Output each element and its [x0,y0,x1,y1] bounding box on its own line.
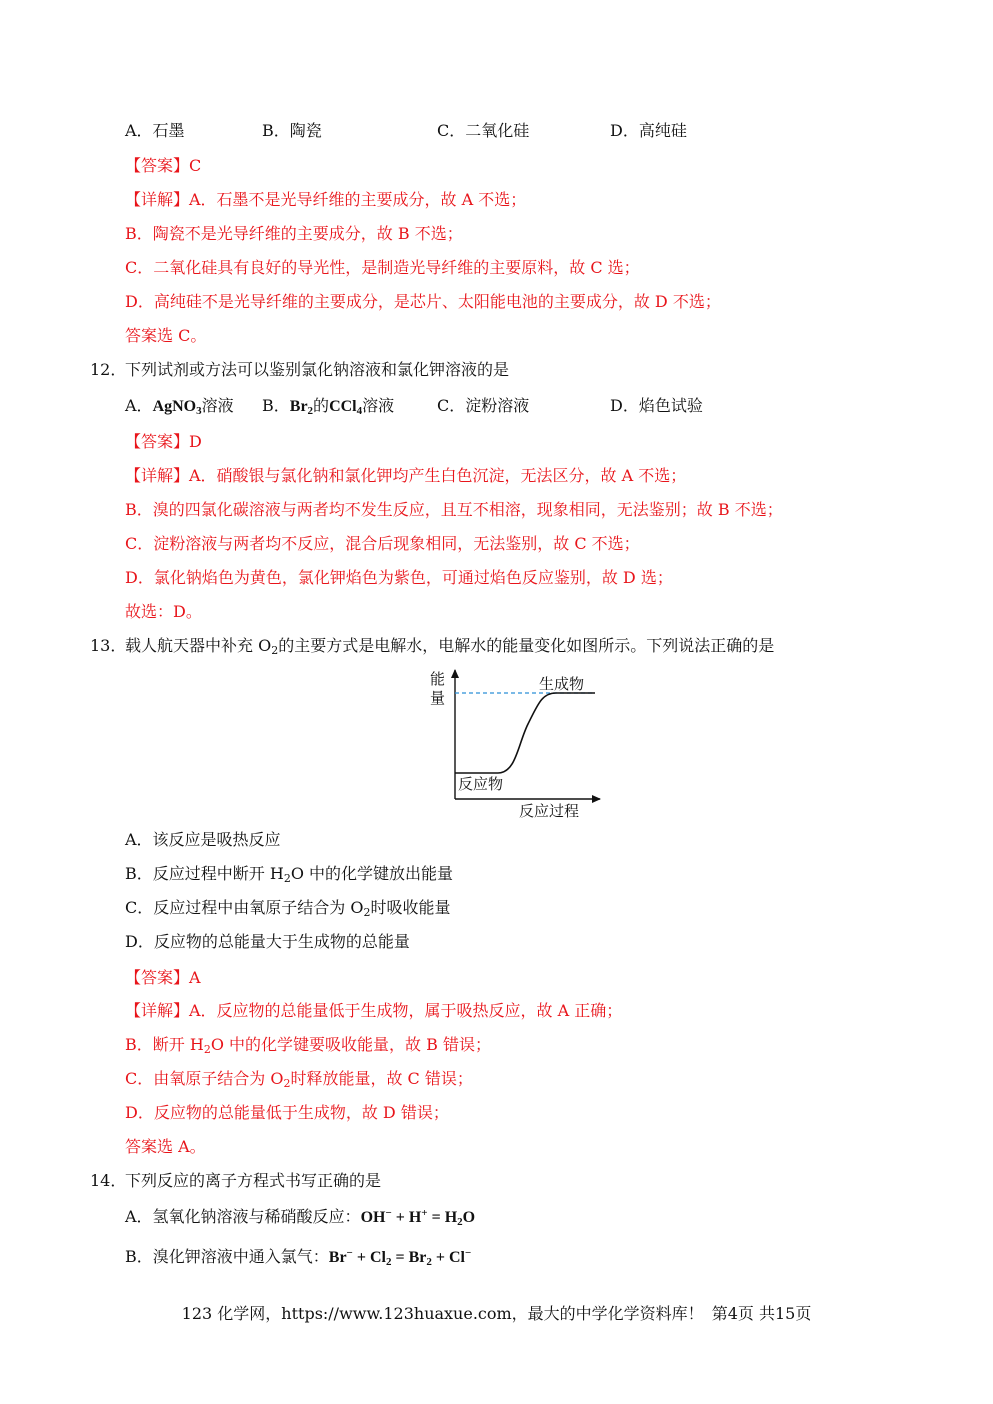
q12-answer: 【答案】D [125,432,202,451]
q14-option-b [125,1247,471,1268]
q13-option-d: D．反应物的总能量大于生成物的总能量 [125,932,410,951]
q14-number: 14． [90,1171,127,1190]
q12-stem: 下列试剂或方法可以鉴别氯化钠溶液和氯化钾溶液的是 [125,360,510,379]
q13-option-c-pre: C．反应过程中由氧原子结合为 O [125,898,364,917]
q12-number: 12． [90,360,127,379]
q13-option-b [125,864,453,884]
q11-option-d: D．高纯硅 [610,121,687,140]
q12-option-d: D．焰色试验 [610,396,703,415]
q13-detail-conclusion: 答案选 A。 [125,1137,206,1156]
q14-option-a-equation: $OH^- + H^+ = H_2O$ [360,1207,476,1228]
q13-number: 13． [90,636,127,655]
y-axis-label-2: 量 [430,689,446,707]
q13-detail-b-pre: B．断开 H [125,1035,204,1054]
q12-option-a [125,396,234,417]
q14-stem: 下列反应的离子方程式书写正确的是 [125,1171,382,1190]
q12-option-a-text: 溶液 [201,396,234,415]
q12-option-b [262,396,394,417]
q12-option-b-mid: 的 [313,396,330,415]
q12-option-c: C．淀粉溶液 [437,396,530,415]
product-label: 生成物 [539,675,585,693]
y-axis-label-1: 能 [430,670,446,688]
q13-detail-c-subscript: 2 [283,1077,291,1090]
q11-option-a: A．石墨 [125,121,185,140]
q13-stem-pre: 载人航天器中补充 O [125,636,272,655]
q11-detail-conclusion: 答案选 C。 [125,326,207,345]
page-footer [0,1301,993,1324]
q13-detail-b-subscript: 2 [203,1043,211,1056]
footer-page-number: 第4页 共15页 [711,1304,812,1323]
q12-detail-a: 【详解】A．硝酸银与氯化钠和氯化钾均产生白色沉淀，无法区分，故 A 不选； [125,466,687,485]
q14-option-b-equation: $Br^- + Cl_2 = Br_2 + Cl^-$ [328,1247,472,1268]
q11-detail-a: 【详解】A．石墨不是光导纤维的主要成分，故 A 不选； [125,190,527,209]
x-axis-label: 反应过程 [519,802,580,820]
q13-stem [125,636,774,656]
energy-diagram [420,664,610,822]
q12-option-a-formula: AgNO [152,398,197,415]
q11-detail-c: C．二氧化硅具有良好的导光性，是制造光导纤维的主要原料，故 C 选； [125,258,640,277]
q13-detail-d: D．反应物的总能量低于生成物，故 D 错误； [125,1103,449,1122]
q13-answer: 【答案】A [125,968,201,987]
q12-option-b-formula-1: Br [289,398,308,415]
q12-option-a-subscript: 3 [196,405,202,417]
q13-option-b-subscript: 2 [283,872,291,885]
q12-detail-d: D．氯化钠焰色为黄色，氯化钾焰色为紫色，可通过焰色反应鉴别，故 D 选； [125,568,673,587]
q13-option-b-pre: B．反应过程中断开 H [125,864,284,883]
q13-detail-b [125,1035,491,1055]
q13-detail-c-post: 时释放能量，故 C 错误； [290,1069,473,1088]
q11-answer: 【答案】C [125,156,202,175]
q12-option-b-subscript-1: 2 [307,405,314,417]
q13-option-c [125,898,450,918]
q11-detail-b: B．陶瓷不是光导纤维的主要成分，故 B 不选； [125,224,463,243]
q14-option-b-text: B．溴化钾溶液中通入氯气： [125,1247,329,1266]
q13-detail-a: 【详解】A．反应物的总能量低于生成物，属于吸热反应，故 A 正确； [125,1001,623,1020]
q13-option-a: A．该反应是吸热反应 [125,830,281,849]
q14-option-a-text: A．氢氧化钠溶液与稀硝酸反应： [125,1207,361,1226]
q12-option-b-label: B． [262,396,290,415]
q13-option-c-subscript: 2 [363,906,371,919]
q13-stem-post: 的主要方式是电解水，电解水的能量变化如图所示。下列说法正确的是 [278,636,775,655]
q13-option-c-post: 时吸收能量 [370,898,451,917]
q11-option-b: B．陶瓷 [262,121,322,140]
reactant-label: 反应物 [458,775,504,793]
q13-detail-c-pre: C．由氧原子结合为 O [125,1069,284,1088]
energy-curve [455,693,595,773]
q13-stem-subscript: 2 [271,644,279,657]
q11-detail-d: D．高纯硅不是光导纤维的主要成分，是芯片、太阳能电池的主要成分，故 D 不选； [125,292,721,311]
q12-option-b-formula-2: CCl [329,398,357,415]
q12-detail-conclusion: 故选：D。 [125,602,202,621]
q12-detail-b: B．溴的四氯化碳溶液与两者均不发生反应，且互不相溶，现象相同，无法鉴别；故 B 不选； [125,500,783,519]
q12-option-a-label: A． [125,396,153,415]
q12-option-b-subscript-2: 4 [356,405,363,417]
q14-option-a [125,1207,475,1228]
q12-detail-c: C．淀粉溶液与两者均不反应，混合后现象相同，无法鉴别，故 C 不选； [125,534,640,553]
footer-site: 123 化学网，https://www.123huaxue.com，最大的中学化学资料库！ [181,1304,704,1323]
q11-option-c: C．二氧化硅 [437,121,530,140]
q13-detail-b-post: O 中的化学键要吸收能量，故 B 错误； [210,1035,491,1054]
q12-option-b-text: 溶液 [362,396,395,415]
q13-option-b-post: O 中的化学键放出能量 [290,864,454,883]
q13-detail-c [125,1069,473,1089]
